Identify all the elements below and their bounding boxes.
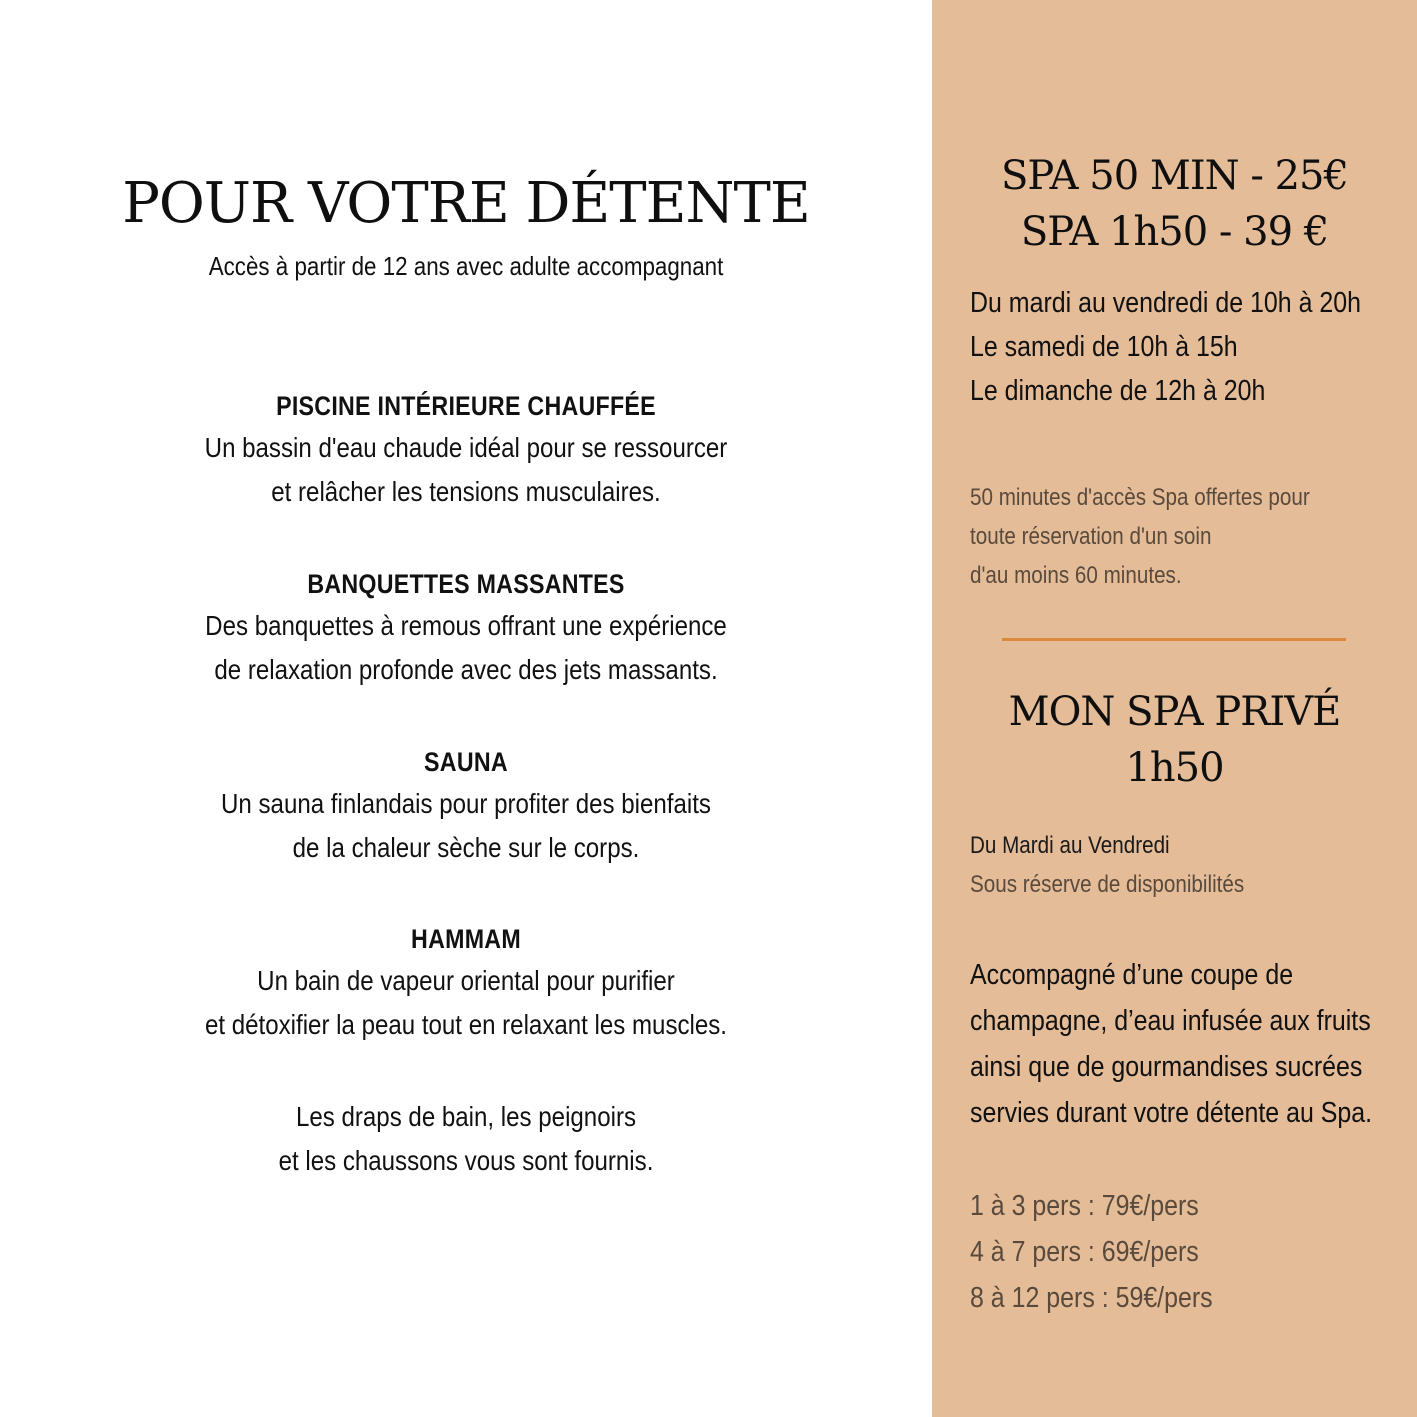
right-panel xyxy=(932,0,1417,1417)
spa-price-title-1: SPA 50 MIN - 25€ xyxy=(1001,153,1348,199)
private-spa-description xyxy=(970,952,1410,1136)
spa-price-title-2: SPA 1h50 - 39 € xyxy=(1020,209,1329,255)
section-text-line: Un bassin d'eau chaude idéal pour se ressourcer xyxy=(204,432,728,463)
section-text-line: de relaxation profonde avec des jets massants. xyxy=(214,654,718,685)
section-text-line: et détoxifier la peau tout en relaxant les muscles. xyxy=(204,1009,728,1040)
section-sauna xyxy=(0,742,932,870)
section-hammam xyxy=(0,919,932,1047)
hours-line: Du mardi au vendredi de 10h à 20h xyxy=(970,287,1361,319)
private-spa-prices xyxy=(970,1183,1410,1321)
amenities-line: et les chaussons vous sont fournis. xyxy=(278,1145,654,1176)
description-line: champagne, d’eau infusée aux fruits xyxy=(970,1005,1371,1037)
price-line: 1 à 3 pers : 79€/pers xyxy=(970,1190,1199,1222)
description-line: ainsi que de gourmandises sucrées xyxy=(970,1051,1363,1083)
section-title: SAUNA xyxy=(424,747,508,777)
section-banquettes xyxy=(0,564,932,692)
private-days: Du Mardi au Vendredi xyxy=(970,832,1170,859)
hours-line: Le samedi de 10h à 15h xyxy=(970,331,1238,363)
section-text-line: de la chaleur sèche sur le corps. xyxy=(292,832,640,863)
section-divider xyxy=(1002,638,1346,641)
section-title: PISCINE INTÉRIEURE CHAUFFÉE xyxy=(276,391,656,421)
description-line: Accompagné d’une coupe de xyxy=(970,959,1294,991)
price-line: 8 à 12 pers : 59€/pers xyxy=(970,1282,1213,1314)
offer-line: d'au moins 60 minutes. xyxy=(970,562,1182,589)
section-text-line: Un sauna finlandais pour profiter des bienfaits xyxy=(221,788,711,819)
section-text-line: et relâcher les tensions musculaires. xyxy=(271,476,661,507)
private-spa-title-1: MON SPA PRIVÉ xyxy=(1008,689,1341,735)
section-title: HAMMAM xyxy=(411,924,521,954)
opening-hours xyxy=(970,281,1410,413)
page-title: POUR VOTRE DÉTENTE xyxy=(122,171,810,236)
private-availability: Sous réserve de disponibilités xyxy=(970,871,1245,898)
amenities-line: Les draps de bain, les peignoirs xyxy=(295,1101,637,1132)
section-piscine xyxy=(0,386,932,514)
hours-line: Le dimanche de 12h à 20h xyxy=(970,375,1266,407)
section-text-line: Des banquettes à remous offrant une expérience xyxy=(205,610,727,641)
price-line: 4 à 7 pers : 69€/pers xyxy=(970,1236,1199,1268)
section-title: BANQUETTES MASSANTES xyxy=(307,569,625,599)
section-text-line: Un bain de vapeur oriental pour purifier xyxy=(257,965,675,996)
amenities-note xyxy=(0,1095,932,1183)
description-line: servies durant votre détente au Spa. xyxy=(970,1097,1373,1129)
spa-offer-note xyxy=(970,478,1410,595)
age-access-note: Accès à partir de 12 ans avec adulte accompagnant xyxy=(208,251,724,281)
offer-line: toute réservation d'un soin xyxy=(970,523,1212,550)
offer-line: 50 minutes d'accès Spa offertes pour xyxy=(970,484,1310,511)
private-spa-title-2: 1h50 xyxy=(1125,745,1224,791)
private-spa-schedule xyxy=(970,826,1410,904)
